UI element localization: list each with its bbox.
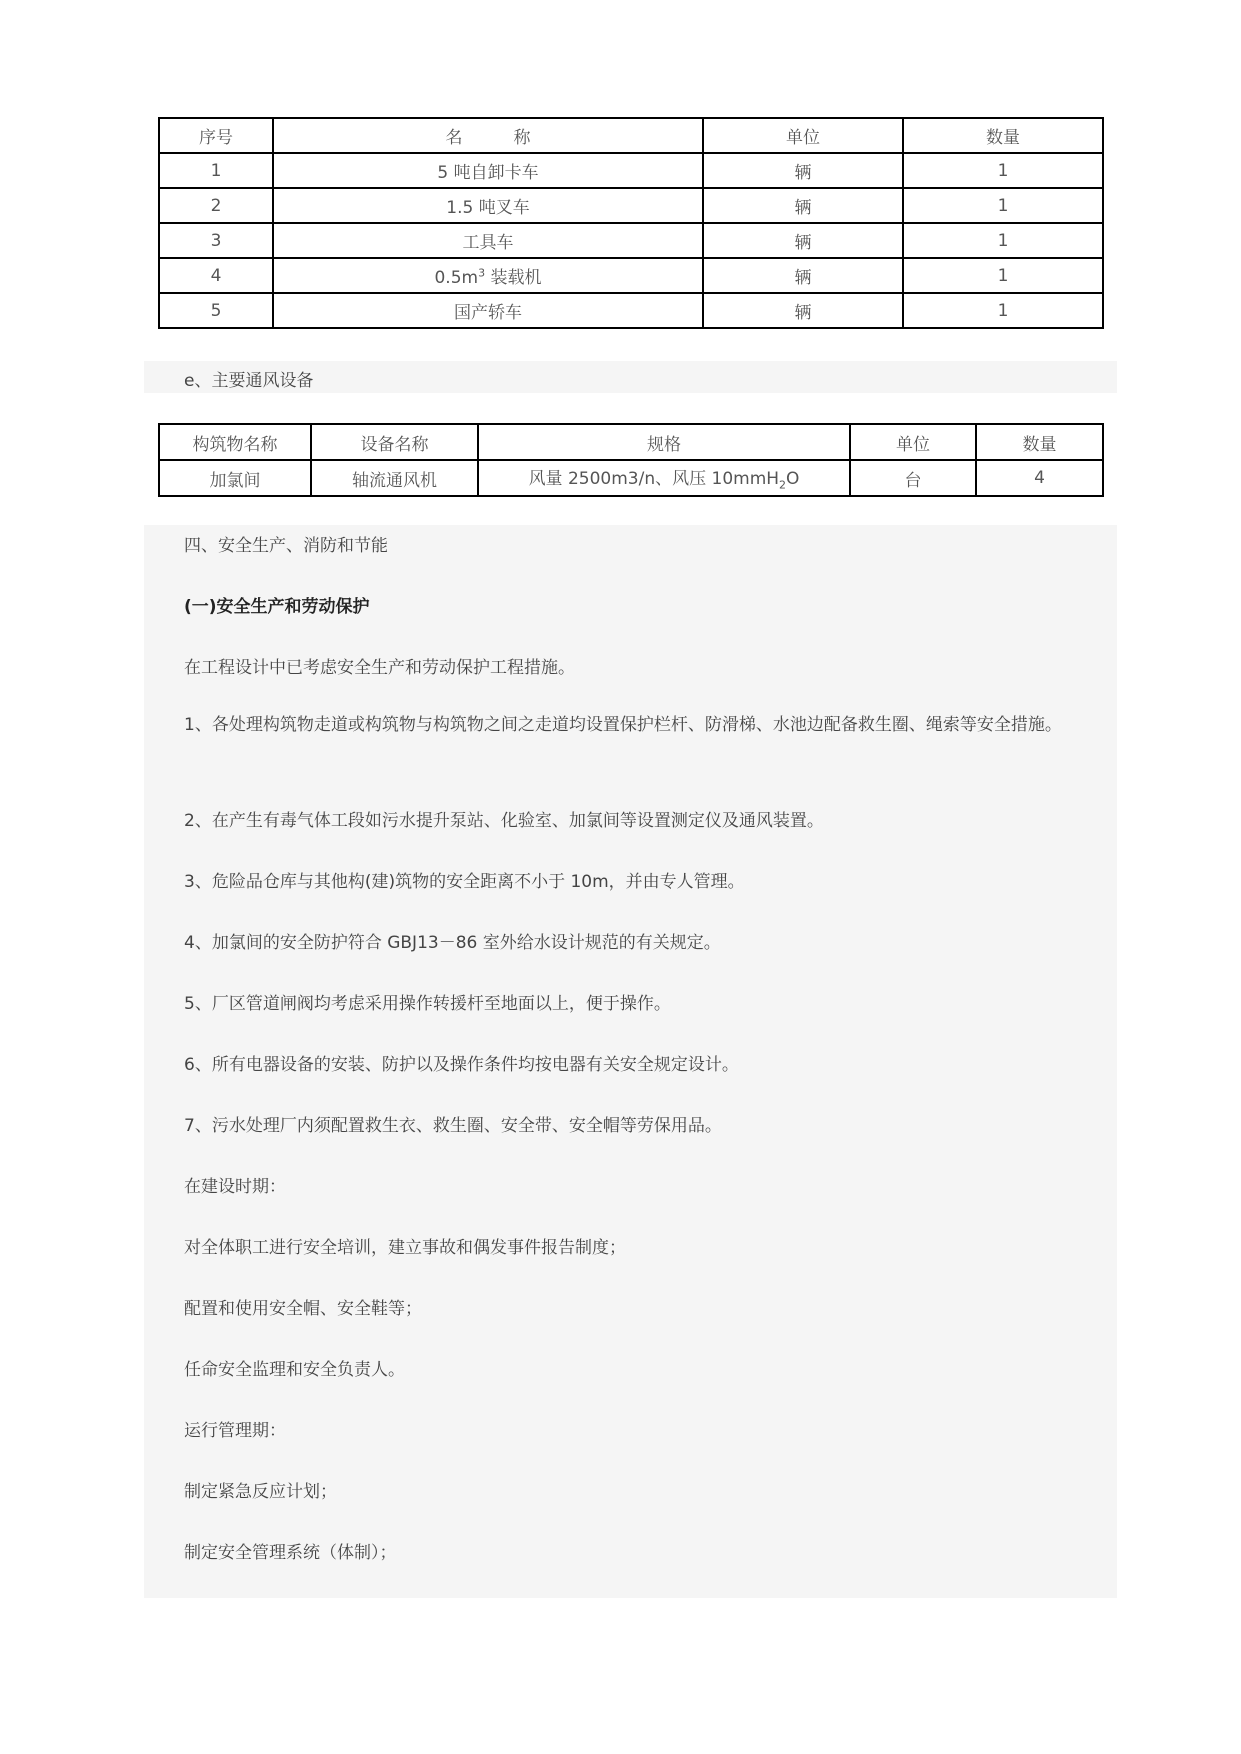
table-row	[159, 153, 1103, 188]
vehicle-table	[158, 117, 1104, 329]
cell-no: 2	[159, 188, 273, 223]
list-item: 2、在产生有毒气体工段如污水提升泵站、化验室、加氯间等设置测定仪及通风装置。	[184, 811, 824, 831]
superscript: 3	[478, 266, 486, 280]
header-cell: 序号	[159, 118, 273, 153]
paragraph: 运行管理期：	[184, 1421, 286, 1441]
cell-name: 1.5 吨叉车	[273, 188, 703, 223]
cell-unit: 辆	[703, 258, 903, 293]
name-rest: 装载机	[485, 268, 542, 288]
cell-unit: 台	[850, 460, 976, 496]
table-row	[159, 293, 1103, 328]
header-cell: 构筑物名称	[159, 424, 311, 460]
cell-qty: 1	[903, 258, 1103, 293]
cell-qty: 1	[903, 188, 1103, 223]
header-cell: 单位	[703, 118, 903, 153]
spec-base: 风量 2500m3/n、风压 10mmH	[528, 469, 780, 490]
header-cell: 设备名称	[311, 424, 478, 460]
paragraph: 在工程设计中已考虑安全生产和劳动保护工程措施。	[184, 658, 575, 678]
subsection-heading: (一)安全生产和劳动保护	[184, 597, 370, 617]
table-row	[159, 460, 1103, 496]
paragraph: 制定紧急反应计划；	[184, 1482, 337, 1502]
paragraph: 在建设时期：	[184, 1177, 286, 1197]
cell-qty: 4	[976, 460, 1103, 496]
cell-no: 5	[159, 293, 273, 328]
spec-end: O	[786, 469, 800, 490]
table-row	[159, 188, 1103, 223]
cell-qty: 1	[903, 153, 1103, 188]
list-item: 3、危险品仓库与其他构(建)筑物的安全距离不小于 10m，并由专人管理。	[184, 872, 745, 892]
cell-unit: 辆	[703, 188, 903, 223]
header-cell: 数量	[903, 118, 1103, 153]
subscript: 2	[779, 478, 787, 492]
list-item: 4、加氯间的安全防护符合 GBJ13－86 室外给水设计规范的有关规定。	[184, 933, 721, 953]
cell-no: 4	[159, 258, 273, 293]
cell-name	[273, 258, 703, 293]
cell-device: 轴流通风机	[311, 460, 478, 496]
cell-name: 工具车	[273, 223, 703, 258]
list-item: 6、所有电器设备的安装、防护以及操作条件均按电器有关安全规定设计。	[184, 1055, 739, 1075]
paragraph: 配置和使用安全帽、安全鞋等；	[184, 1299, 422, 1319]
list-item: 5、厂区管道闸阀均考虑采用操作转援杆至地面以上，便于操作。	[184, 994, 671, 1014]
cell-unit: 辆	[703, 223, 903, 258]
cell-qty: 1	[903, 293, 1103, 328]
cell-spec	[478, 460, 850, 496]
header-cell: 规格	[478, 424, 850, 460]
cell-unit: 辆	[703, 293, 903, 328]
header-cell: 单位	[850, 424, 976, 460]
header-cell: 名 称	[273, 118, 703, 153]
section-heading: 四、安全生产、消防和节能	[184, 536, 388, 556]
table-header-row	[159, 118, 1103, 153]
table-header-row	[159, 424, 1103, 460]
table-row	[159, 258, 1103, 293]
section-e-heading: e、主要通风设备	[184, 371, 314, 391]
list-item: 1、各处理构筑物走道或构筑物与构筑物之间之走道均设置保护栏杆、防滑梯、水池边配备救生圈、绳索等安全措施。	[184, 715, 1062, 735]
table-row	[159, 223, 1103, 258]
cell-building: 加氯间	[159, 460, 311, 496]
header-cell: 数量	[976, 424, 1103, 460]
list-item: 7、污水处理厂内须配置救生衣、救生圈、安全带、安全帽等劳保用品。	[184, 1116, 722, 1136]
cell-qty: 1	[903, 223, 1103, 258]
cell-name: 5 吨自卸卡车	[273, 153, 703, 188]
paragraph: 对全体职工进行安全培训，建立事故和偶发事件报告制度；	[184, 1238, 626, 1258]
cell-name: 国产轿车	[273, 293, 703, 328]
paragraph: 任命安全监理和安全负责人。	[184, 1360, 405, 1380]
paragraph: 制定安全管理系统（体制）；	[184, 1543, 397, 1563]
cell-no: 1	[159, 153, 273, 188]
name-base: 0.5m	[434, 268, 479, 288]
cell-no: 3	[159, 223, 273, 258]
ventilation-table	[158, 423, 1104, 497]
cell-unit: 辆	[703, 153, 903, 188]
